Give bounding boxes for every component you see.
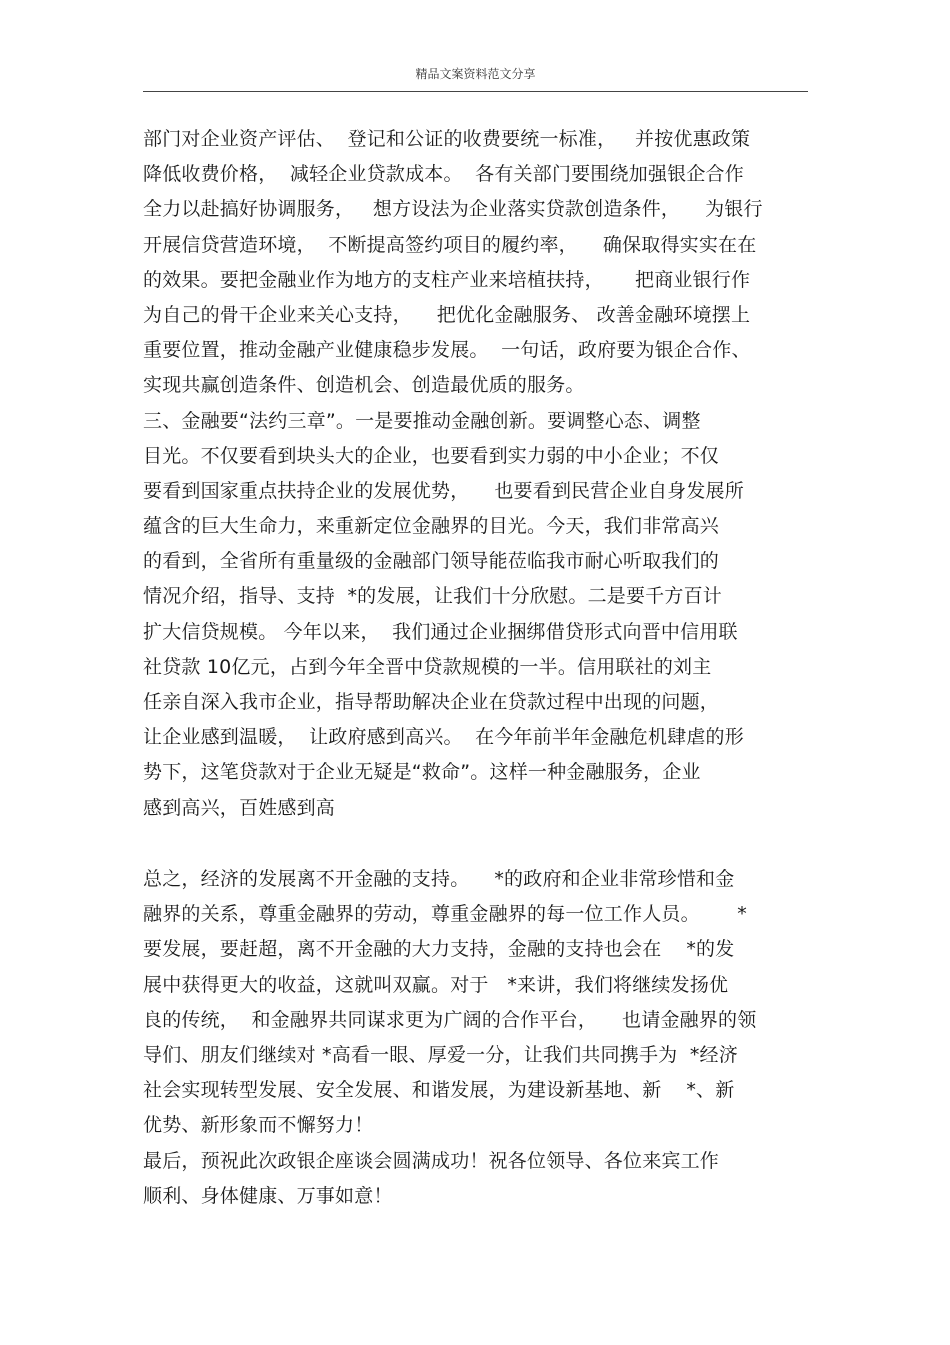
text-line: 要发展，要赶超，离不开金融的大力支持，金融的支持也会在 *的发 (143, 938, 735, 961)
body-text-block-1 (143, 122, 823, 826)
text-line: 融界的关系，尊重金融界的劳动，尊重金融界的每一位工作人员。 * (143, 903, 747, 926)
text-line: 顺利、身体健康、万事如意！ (143, 1184, 393, 1207)
text-line: 展中获得更大的收益，这就叫双赢。对于 *来讲，我们将继续发扬优 (143, 973, 729, 996)
text-line: 重要位置，推动金融产业健康稳步发展。 一句话，政府要为银企合作、 (143, 339, 751, 362)
text-line: 扩大信贷规模。 今年以来， 我们通过企业捆绑借贷形式向晋中信用联 (143, 620, 738, 643)
text-line: 目光。不仅要看到块头大的企业，也要看到实力弱的中小企业；不仅 (143, 444, 720, 467)
text-line: 优势、新形象而不懈努力！ (143, 1114, 374, 1137)
text-line: 部门对企业资产评估、 登记和公证的收费要统一标准， 并按优惠政策 (143, 128, 751, 150)
text-line: 降低收费价格， 减轻企业贷款成本。 各有关部门要围绕加强银企合作 (143, 163, 744, 186)
text-line: 社会实现转型发展、安全发展、和谐发展，为建设新基地、新 *、新 (143, 1079, 735, 1102)
text-line: 情况介绍，指导、支持 *的发展，让我们十分欣慰。二是要千方百计 (143, 585, 722, 608)
text-line: 社贷款 10亿元，占到今年全晋中贷款规模的一半。信用联社的刘主 (143, 655, 712, 678)
text-line: 让企业感到温暖， 让政府感到高兴。 在今年前半年金融危机肆虐的形 (143, 726, 744, 749)
text-line: 最后，预祝此次政银企座谈会圆满成功！祝各位领导、各位来宾工作 (143, 1149, 720, 1172)
text-line: 势下，这笔贷款对于企业无疑是“救命”。这样一种金融服务，企业 (143, 761, 701, 784)
text-line: 三、金融要“法约三章”。一是要推动金融创新。要调整心态、调整 (143, 409, 701, 432)
text-line: 感到高兴，百姓感到高 (143, 796, 336, 819)
text-line: 的效果。要把金融业作为地方的支柱产业来培植扶持， 把商业银行作 (143, 268, 751, 291)
text-line: 为自己的骨干企业来关心支持， 把优化金融服务、 改善金融环境摆上 (143, 303, 751, 326)
text-line: 任亲自深入我市企业，指导帮助解决企业在贷款过程中出现的问题， (143, 691, 720, 713)
header-divider (143, 91, 808, 92)
text-line: 要看到国家重点扶持企业的发展优势， 也要看到民营企业自身发展所 (143, 479, 744, 502)
page-header-title: 精品文案资料范文分享 (415, 67, 536, 81)
text-line: 蕴含的巨大生命力，来重新定位金融界的目光。今天，我们非常高兴 (143, 515, 720, 538)
text-line: 良的传统， 和金融界共同谋求更为广阔的合作平台， 也请金融界的领 (143, 1008, 757, 1031)
text-line: 全力以赴搞好协调服务， 想方设法为企业落实贷款创造条件， 为银行 (143, 198, 763, 221)
text-line: 导们、朋友们继续对 *高看一眼、厚爱一分，让我们共同携手为 *经济 (143, 1043, 738, 1066)
text-line: 实现共赢创造条件、创造机会、创造最优质的服务。 (143, 374, 585, 397)
text-line: 的看到，全省所有重量级的金融部门领导能莅临我市耐心听取我们的 (143, 550, 720, 573)
text-line: 开展信贷营造环境， 不断提高签约项目的履约率， 确保取得实实在在 (143, 233, 757, 256)
text-line: 总之，经济的发展离不开金融的支持。 *的政府和企业非常珍惜和金 (143, 868, 735, 890)
body-text-block-2 (143, 862, 823, 1214)
